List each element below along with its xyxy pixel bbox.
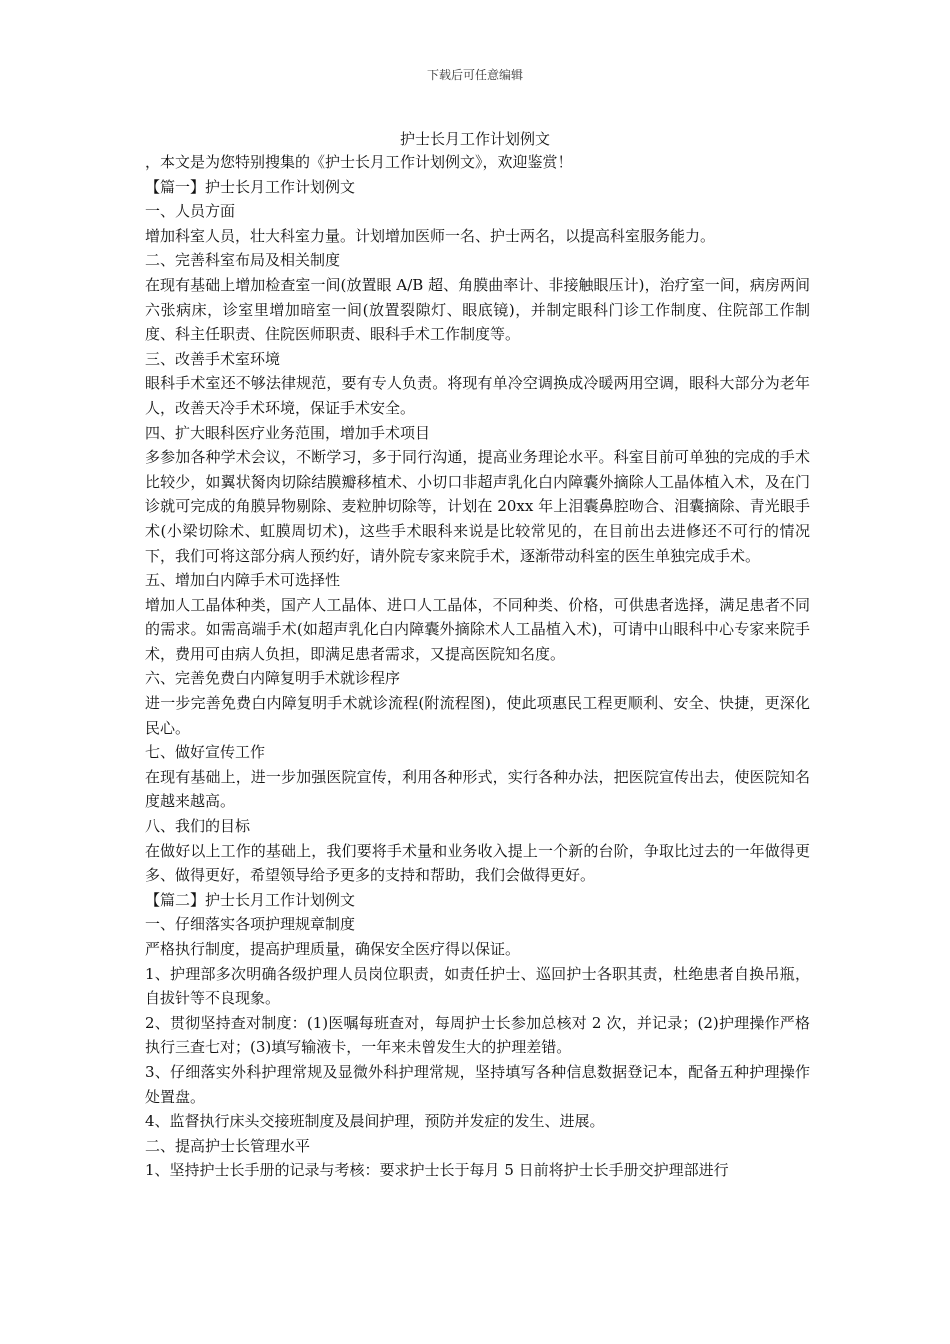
heading-expand-scope: 四、扩大眼科医疗业务范围，增加手术项目	[145, 423, 431, 442]
heading-goals: 八、我们的目标	[145, 817, 251, 836]
heading-regulations: 一、仔细落实各项护理规章制度	[145, 915, 356, 934]
page-header-note: 下载后可任意编辑	[426, 68, 523, 82]
intro-line: ，本文是为您特别搜集的《护士长月工作计划例文》，欢迎鉴赏！	[145, 153, 573, 171]
document-title: 护士长月工作计划例文	[399, 130, 550, 148]
heading-personnel: 一、人员方面	[145, 202, 236, 221]
paragraph: 4、监督执行床头交接班制度及晨间护理，预防并发症的发生、进展。	[145, 1112, 605, 1131]
section-heading-part2: 【篇二】护士长月工作计划例文	[145, 890, 356, 909]
document-body	[145, 150, 810, 1183]
paragraph: 3、仔细落实外科护理常规及显微外科护理常规，坚持填写各种信息数据登记本，配备五种护理操作处置盘。	[145, 1062, 810, 1106]
heading-publicity: 七、做好宣传工作	[145, 743, 266, 762]
paragraph: 在现有基础上增加检查室一间(放置眼 A/B 超、角膜曲率计、非接触眼压计)，治疗室一间，病房两间六张病床，诊室里增加暗室一间(放置裂隙灯、眼底镜)，并制定眼科门诊工作制度、住院部工作制度、科主任职责、住院医师职责、眼科手术工作制度等。	[145, 275, 810, 344]
paragraph: 增加人工晶体种类，国产人工晶体、进口人工晶体，不同种类、价格，可供患者选择，满足患者不同的需求。如需高端手术(如超声乳化白内障囊外摘除术人工晶植入术)，可请中山眼科中心专家来院手术，费用可由病人负担，即满足患者需求，又提高医院知名度。	[145, 595, 810, 663]
paragraph: 2、贯彻坚持查对制度：(1)医嘱每班查对，每周护士长参加总核对 2 次，并记录；(2)护理操作严格执行三查七对；(3)填写输液卡，一年来未曾发生大的护理差错。	[145, 1013, 810, 1057]
heading-surgery-room: 三、改善手术室环境	[145, 349, 281, 368]
paragraph: 增加科室人员，壮大科室力量。计划增加医师一名、护士两名，以提高科室服务能力。	[145, 226, 716, 245]
paragraph: 1、护理部多次明确各级护理人员岗位职责，如责任护士、巡回护士各职其责，杜绝患者自换吊瓶，自拔针等不良现象。	[145, 964, 810, 1008]
paragraph: 严格执行制度，提高护理质量，确保安全医疗得以保证。	[145, 940, 521, 958]
section-heading-part1: 【篇一】护士长月工作计划例文	[145, 177, 356, 196]
paragraph: 在现有基础上，进一步加强医院宣传，利用各种形式，实行各种办法，把医院宣传出去，使医院知名度越来越高。	[145, 767, 810, 811]
heading-management: 二、提高护士长管理水平	[145, 1136, 311, 1155]
paragraph: 1、坚持护士长手册的记录与考核：要求护士长于每月 5 日前将护士长手册交护理部进行	[145, 1161, 729, 1180]
paragraph: 眼科手术室还不够法律规范，要有专人负责。将现有单冷空调换成冷暖两用空调，眼科大部分为老年人，改善天冷手术环境，保证手术安全。	[145, 374, 810, 417]
paragraph: 多参加各种学术会议，不断学习，多于同行沟通，提高业务理论水平。科室目前可单独的完成的手术比较少，如翼状胬肉切除结膜瓣移植术、小切口非超声乳化白内障囊外摘除人工晶体植入术，及在门诊就可完成的角膜异物剔除、麦粒肿切除等，计划在 20xx 年上泪囊鼻腔吻合、泪囊摘除、青光眼手术(小梁切除术、虹膜周切术)，这些手术眼科来说是比较常见的，在目前出去进修还不可行的情况下，我们可将这部分病人预约好，请外院专家来院手术，逐渐带动科室的医生单独完成手术。	[145, 448, 810, 565]
heading-layout: 二、完善科室布局及相关制度	[145, 251, 341, 270]
heading-cataract-options: 五、增加白内障手术可选择性	[145, 571, 341, 590]
heading-free-surgery: 六、完善免费白内障复明手术就诊程序	[145, 669, 401, 688]
paragraph: 进一步完善免费白内障复明手术就诊流程(附流程图)，使此项惠民工程更顺利、安全、快捷，更深化民心。	[145, 694, 810, 737]
paragraph: 在做好以上工作的基础上，我们要将手术量和业务收入提上一个新的台阶，争取比过去的一年做得更多、做得更好，希望领导给予更多的支持和帮助，我们会做得更好。	[145, 841, 810, 885]
